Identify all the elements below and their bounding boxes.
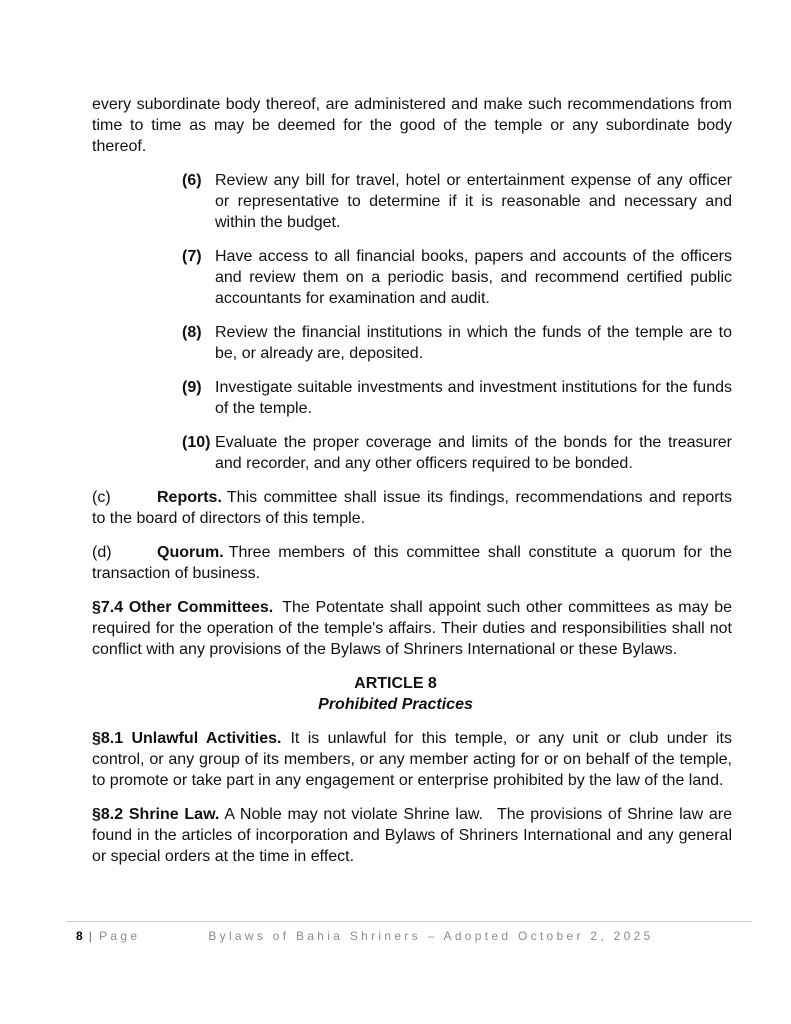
footer-separator: |: [88, 929, 96, 943]
article-subtitle: Prohibited Practices: [318, 696, 473, 713]
item-number: (6): [182, 172, 202, 189]
numbered-item-8: [92, 322, 732, 364]
page-footer: [66, 921, 752, 944]
article-title: ARTICLE 8: [354, 675, 437, 692]
footer-document-title: Bylaws of Bahia Shriners – Adopted October 2, 2025: [208, 929, 654, 943]
clause-text: This committee shall issue its findings, recommendations and reports to the board of directors of this temple.: [92, 489, 732, 527]
clause-lead: Reports.: [157, 489, 222, 506]
item-text: Review the financial institutions in which the funds of the temple are to be, or already are, deposited.: [215, 324, 732, 362]
item-number: (9): [182, 379, 202, 396]
continuation-paragraph: [92, 94, 732, 157]
item-text: Have access to all financial books, papers and accounts of the officers and review them on a periodic basis, and recommend certified public accountants for examination and audit.: [215, 248, 732, 307]
section-heading: §8.1 Unlawful Activities.: [92, 730, 282, 747]
item-text: Investigate suitable investments and investment institutions for the funds of the temple.: [215, 379, 732, 417]
item-number: (10): [182, 434, 211, 451]
continuation-text: every subordinate body thereof, are administered and make such recommendations from time to time as may be deemed for the good of the temple or any subordinate body thereof.: [92, 96, 732, 155]
numbered-item-7: [92, 246, 732, 309]
numbered-item-6: [92, 170, 732, 233]
numbered-item-9: [92, 377, 732, 419]
clause-label: (c): [92, 489, 111, 506]
clause-c-reports: [92, 487, 732, 529]
section-7-4-other-committees: [92, 597, 732, 660]
section-text-a: A Noble may not violate Shrine law.: [224, 806, 483, 823]
section-text: It is unlawful for this temple, or any unit or club under its control, or any group of its members, or any member acting for or on behalf of the temple, to promote or take part in any engagement or enterprise prohibited by the law of the land.: [92, 730, 732, 789]
item-text: Review any bill for travel, hotel or entertainment expense of any officer or representative to determine if it is reasonable and necessary and within the budget.: [215, 172, 732, 231]
item-number: (8): [182, 324, 202, 341]
section-8-2-shrine-law: [92, 804, 732, 867]
numbered-item-10: [92, 432, 732, 474]
article-8-heading: [0, 673, 791, 715]
item-text: Evaluate the proper coverage and limits of the bonds for the treasurer and recorder, and any other officers required to be bonded.: [215, 434, 732, 472]
clause-text: Three members of this committee shall constitute a quorum for the transaction of business.: [92, 544, 732, 582]
item-number: (7): [182, 248, 202, 265]
clause-label: (d): [92, 544, 112, 561]
clause-lead: Quorum.: [157, 544, 224, 561]
footer-page-number: 8: [76, 929, 85, 943]
section-text: The Potentate shall appoint such other committees as may be required for the operation of the temple's affairs. Their duties and responsibilities shall not conflict with any provisions of the Bylaws of Shriners International or these Bylaws.: [92, 599, 732, 658]
section-heading: §8.2 Shrine Law.: [92, 806, 220, 823]
footer-page-word: Page: [99, 929, 141, 943]
section-heading: §7.4 Other Committees.: [92, 599, 274, 616]
section-8-1-unlawful-activities: [92, 728, 732, 791]
section-text-b: The provisions of Shrine law are found in the articles of incorporation and Bylaws of Shriners International and any general or special orders at the time in effect.: [92, 806, 732, 865]
clause-d-quorum: [92, 542, 732, 584]
